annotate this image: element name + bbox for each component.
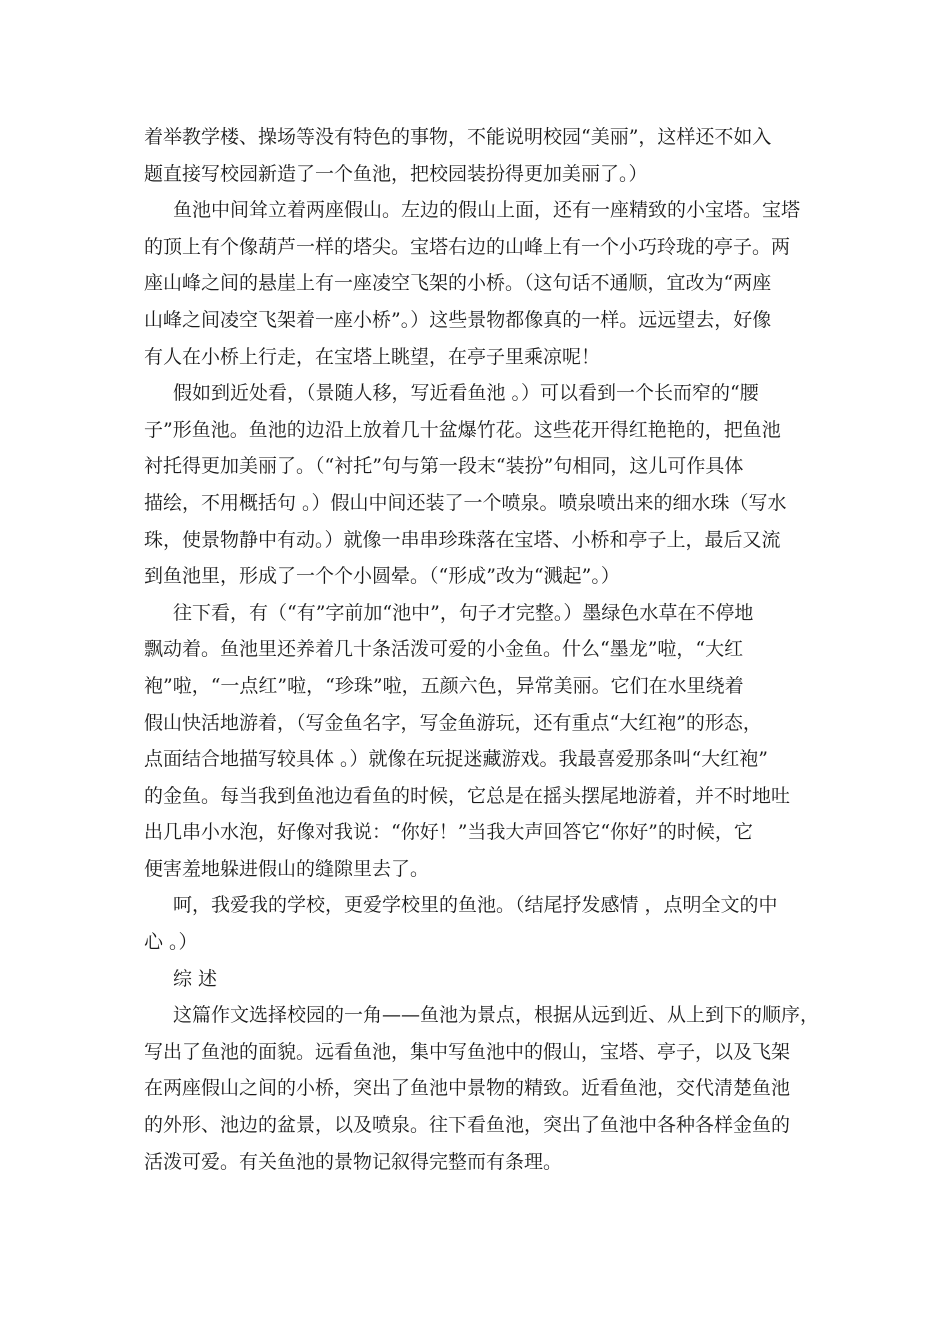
text-line: 飘动着。鱼池里还养着几十条活泼可爱的小金鱼。什么“墨龙”啦，“大红 <box>144 638 744 661</box>
text-line: 子”形鱼池。鱼池的边沿上放着几十盆爆竹花。这些花开得红艳艳的，把鱼池 <box>144 418 781 441</box>
text-line: 到鱼池里，形成了一个个小圆晕。（“形成”改为“溅起”。） <box>144 565 620 588</box>
text-line: 衬托得更加美丽了。（“衬托”句与第一段末“装扮”句相同，这儿可作具体 <box>144 455 744 478</box>
paragraph-start-line: 呵，我爱我的学校，更爱学校里的鱼池。（结尾抒发感情 ，点明全文的中 <box>173 894 778 917</box>
text-line: 的外形、池边的盆景，以及喷泉。往下看鱼池，突出了鱼池中各种各样金鱼的 <box>144 1114 791 1137</box>
paragraph-start-line: 假如到近处看，（景随人移，写近看鱼池 。）可以看到一个长而窄的“腰 <box>173 382 759 405</box>
text-line: 的金鱼。每当我到鱼池边看鱼的时候，它总是在摇头摆尾地游着，并不时地吐 <box>144 784 791 807</box>
text-line: 便害羞地躲进假山的缝隙里去了。 <box>144 857 430 880</box>
text-line: 的顶上有个像葫芦一样的塔尖。宝塔右边的山峰上有一个小巧玲珑的亭子。两 <box>144 235 791 258</box>
text-line: 点面结合地描写较具体 。）就像在玩捉迷藏游戏。我最喜爱那条叫“大红袍” <box>144 748 768 771</box>
text-line: 假山快活地游着，（写金鱼名字，写金鱼游玩，还有重点“大红袍”的形态， <box>144 711 762 734</box>
paragraph-start-line: 往下看，有（“有”字前加“池中”，句子才完整。）墨绿色水草在不停地 <box>173 601 754 624</box>
essay-text <box>144 119 824 1180</box>
text-line: 有人在小桥上行走，在宝塔上眺望，在亭子里乘凉呢！ <box>144 345 601 368</box>
text-line: 山峰之间凌空飞架着一座小桥”。）这些景物都像真的一样。远远望去，好像 <box>144 308 772 331</box>
text-line: 着举教学楼、操场等没有特色的事物，不能说明校园“美丽”，这样还不如入 <box>144 126 772 148</box>
section-heading: 综 述 <box>173 967 218 990</box>
text-line: 座山峰之间的悬崖上有一座凌空飞架的小桥。（这句话不通顺，宜改为“两座 <box>144 272 772 295</box>
text-line: 活泼可爱。有关鱼池的景物记叙得完整而有条理。 <box>144 1150 563 1173</box>
text-line: 珠，使景物静中有动。）就像一串串珍珠落在宝塔、小桥和亭子上，最后又流 <box>144 528 781 551</box>
text-line: 描绘，不用概括句 。）假山中间还装了一个喷泉。喷泉喷出来的细水珠（写水 <box>144 491 787 514</box>
text-line: 出几串小水泡，好像对我说：“你好！”当我大声回答它“你好”的时候，它 <box>144 821 753 844</box>
text-line: 题直接写校园新造了一个鱼池，把校园装扮得更加美丽了。） <box>144 162 648 185</box>
text-line: 袍”啦，“一点红”啦，“珍珠”啦，五颜六色，异常美丽。它们在水里绕着 <box>144 674 744 697</box>
paragraph-start-line: 鱼池中间耸立着两座假山。左边的假山上面，还有一座精致的小宝塔。宝塔 <box>173 199 801 222</box>
text-line: 写出了鱼池的面貌。远看鱼池，集中写鱼池中的假山，宝塔、亭子，以及飞架 <box>144 1040 791 1063</box>
text-line: 心 。） <box>144 931 198 954</box>
paragraph-start-line: 这篇作文选择校园的一角——鱼池为景点，根据从远到近、从上到下的顺序， <box>173 1004 820 1027</box>
text-line: 在两座假山之间的小桥，突出了鱼池中景物的精致。近看鱼池，交代清楚鱼池 <box>144 1077 791 1100</box>
